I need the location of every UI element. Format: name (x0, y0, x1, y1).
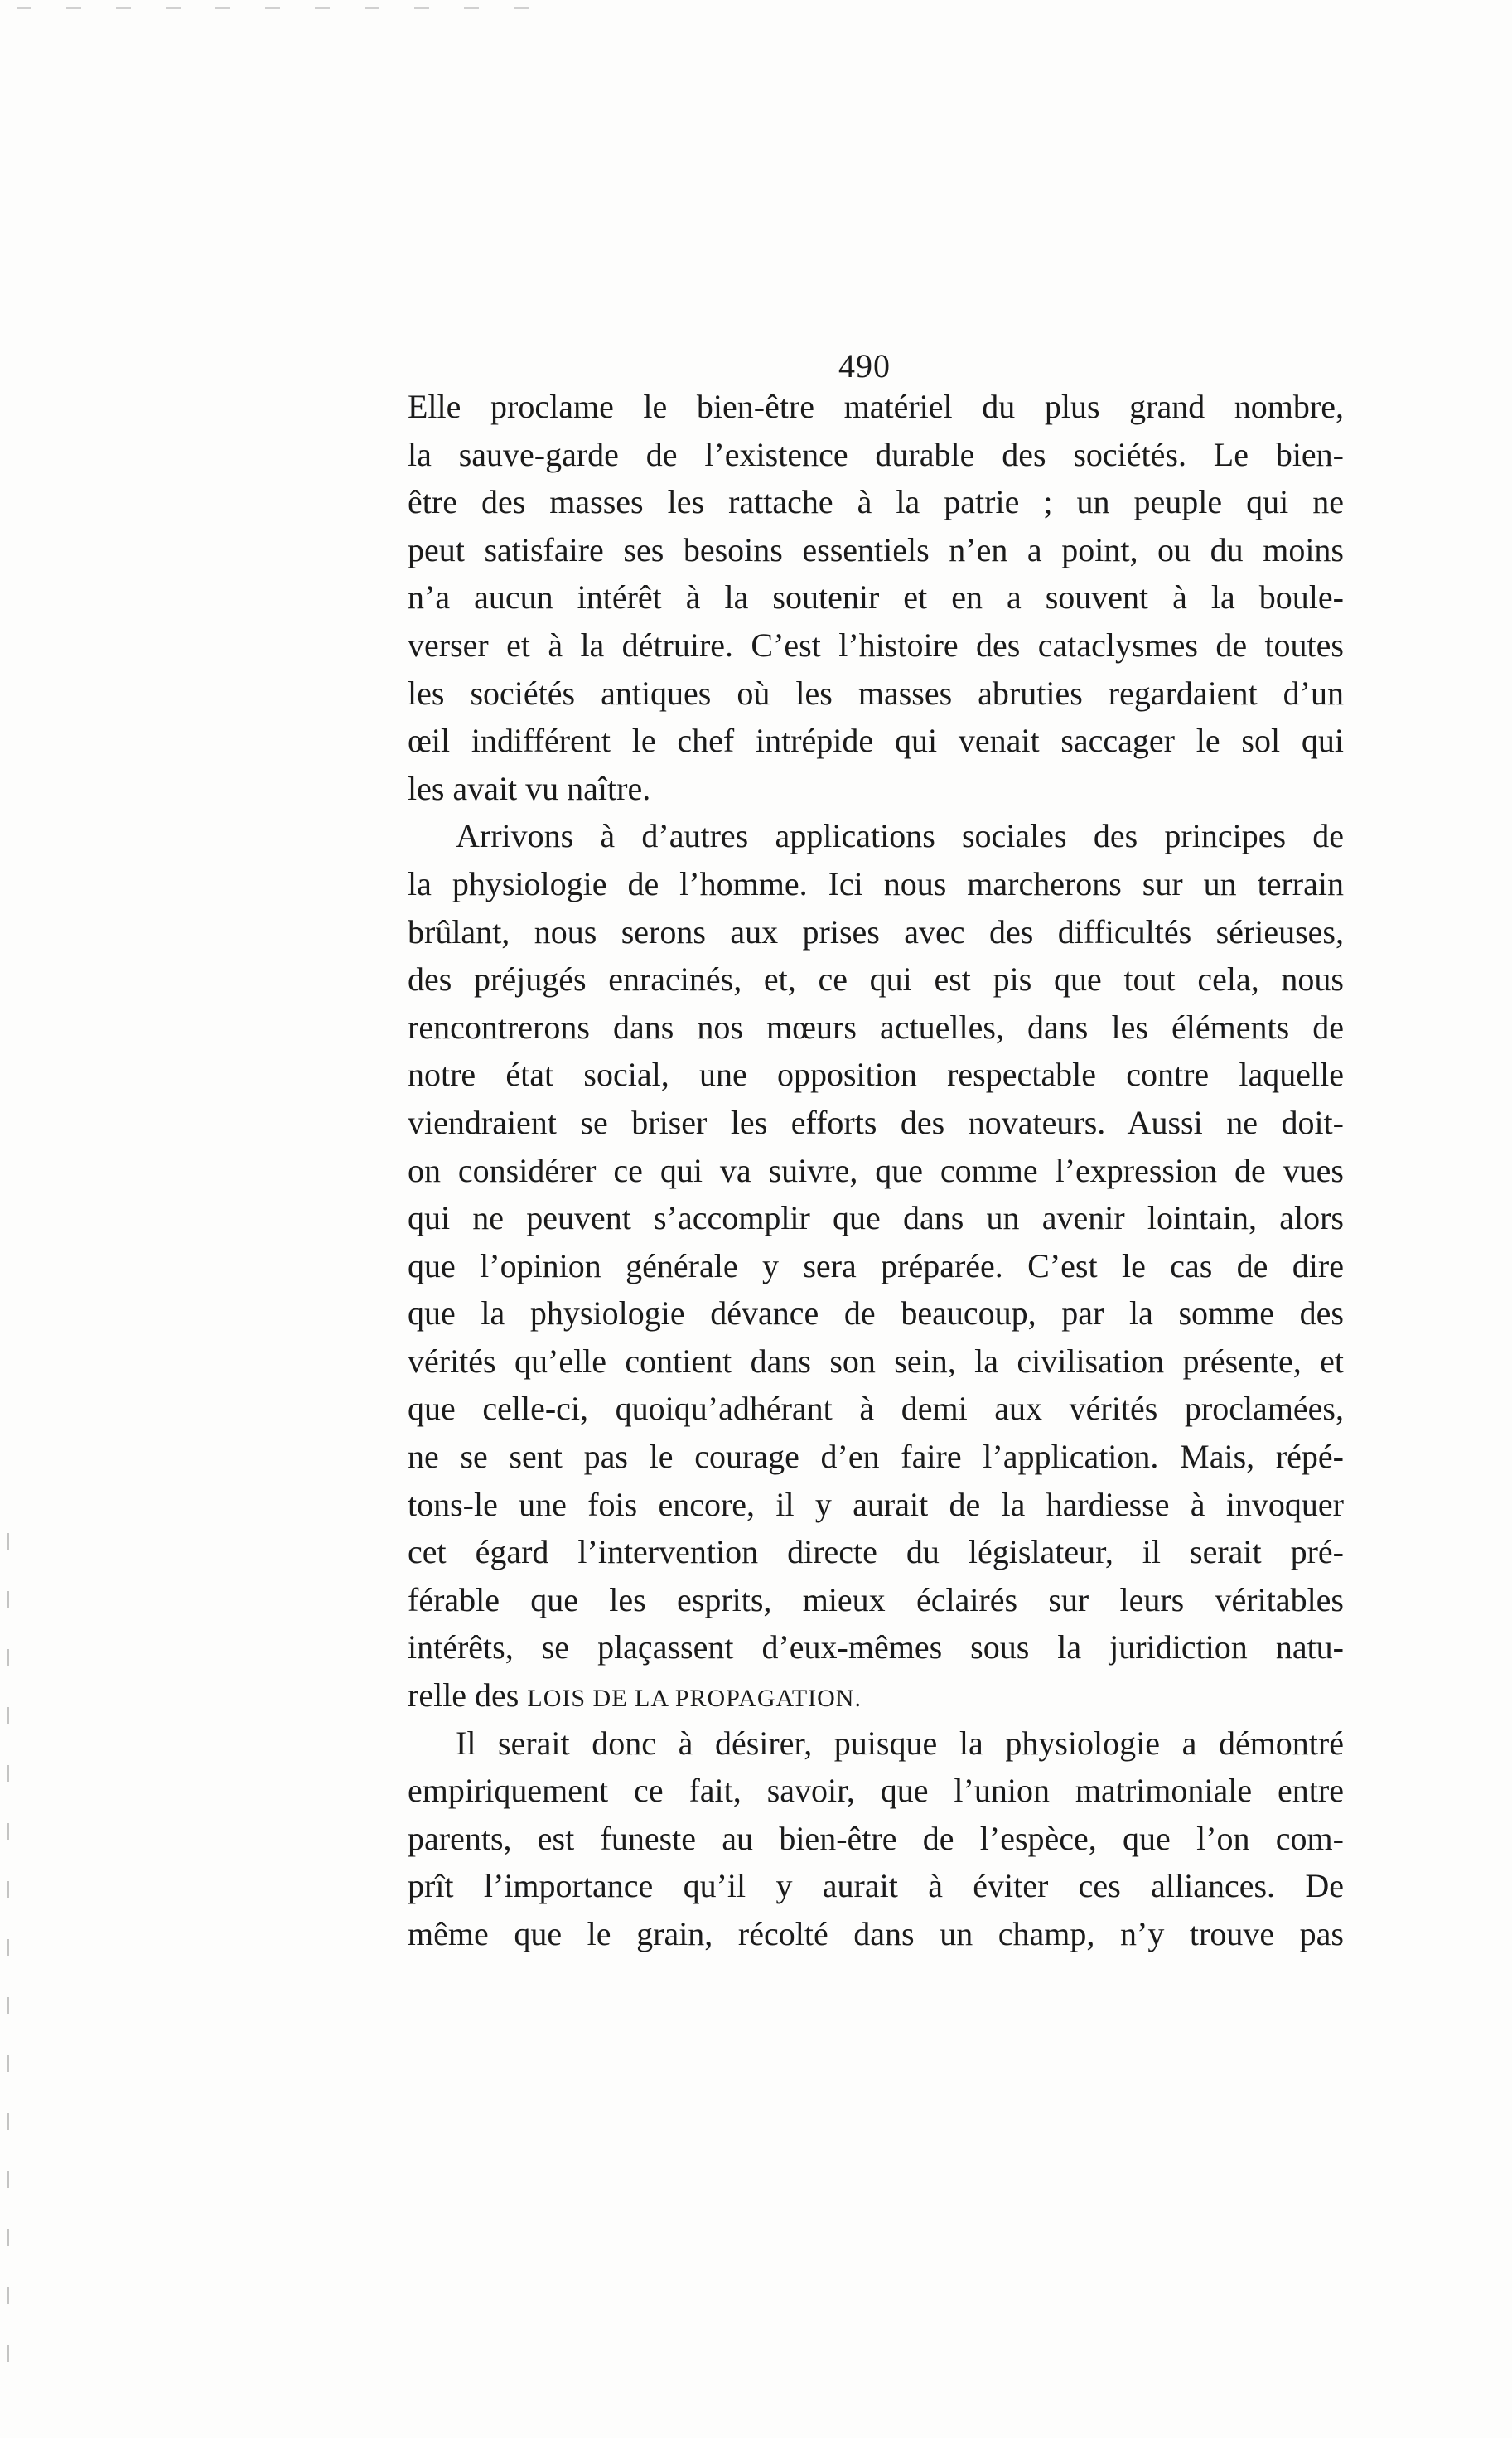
page-number: 490 (838, 347, 891, 385)
text-line: œil indifférent le chef intrépide qui venait saccager le sol qui (408, 722, 1344, 760)
text-fragment: relle des (408, 1676, 528, 1715)
text-line: qui ne peuvent s’accomplir que dans un avenir lointain, alors (408, 1199, 1344, 1237)
text-line: notre état social, une opposition respectable contre laquelle (408, 1056, 1344, 1094)
text-line: prît l’importance qu’il y aurait à éviter ces alliances. De (408, 1867, 1344, 1905)
text-line: empiriquement ce fait, savoir, que l’union matrimoniale entre (408, 1772, 1344, 1810)
text-line: viendraient se briser les efforts des novateurs. Aussi ne doit- (408, 1103, 1344, 1141)
text-line: ne se sent pas le courage d’en faire l’application. Mais, répé- (408, 1438, 1344, 1476)
text-line: des préjugés enracinés, et, ce qui est pis que tout cela, nous (408, 960, 1344, 999)
smallcaps-phrase: LOIS DE LA PROPAGATION. (527, 1685, 862, 1713)
text-line: la physiologie de l’homme. Ici nous marcherons sur un terrain (408, 864, 1344, 902)
text-line: tons-le une fois encore, il y aurait de la hardiesse à invoquer (408, 1485, 1344, 1523)
text-line-with-smallcaps (408, 1671, 1344, 1720)
text-line: la sauve-garde de l’existence durable des sociétés. Le bien- (408, 435, 1344, 473)
text-line: rencontrerons dans nos mœurs actuelles, dans les éléments de (408, 1008, 1344, 1046)
text-line: cet égard l’intervention directe du législateur, il serait pré- (408, 1533, 1344, 1571)
text-line: Arrivons à d’autres applications sociales des principes de (456, 817, 1344, 855)
text-line: même que le grain, récolté dans un champ, n’y trouve pas (408, 1915, 1344, 1952)
text-line: que la physiologie dévance de beaucoup, par la somme des (408, 1294, 1344, 1333)
text-line: être des masses les rattache à la patrie ; un peuple qui ne (408, 483, 1344, 521)
text-line: Elle proclame le bien-être matériel du plus grand nombre, (408, 388, 1344, 425)
margin-artifact (7, 1533, 9, 2362)
text-line: Il serait donc à désirer, puisque la physiologie a démontré (456, 1724, 1344, 1762)
body-text (408, 383, 1344, 1958)
text-line: peut satisfaire ses besoins essentiels n’en a point, ou du moins (408, 530, 1344, 568)
scan-artifact (17, 7, 530, 9)
text-line: verser et à la détruire. C’est l’histoire des cataclysmes de toutes (408, 626, 1344, 664)
text-line: que celle-ci, quoiqu’adhérant à demi aux vérités proclamées, (408, 1390, 1344, 1428)
text-line: brûlant, nous serons aux prises avec des difficultés sérieuses, (408, 912, 1344, 951)
text-line: les avait vu naître. (408, 769, 651, 807)
text-line: on considérer ce qui va suivre, que comme l’expression de vues (408, 1151, 1344, 1189)
text-line: férable que les esprits, mieux éclairés sur leurs véritables (408, 1580, 1344, 1618)
text-line: n’a aucun intérêt à la soutenir et en a souvent à la boule- (408, 578, 1344, 617)
text-line: intérêts, se plaçassent d’eux-mêmes sous la juridiction natu- (408, 1628, 1344, 1666)
text-line: parents, est funeste au bien-être de l’espèce, que l’on com- (408, 1819, 1344, 1857)
text-line: que l’opinion générale y sera préparée. C’est le cas de dire (408, 1246, 1344, 1284)
text-line: vérités qu’elle contient dans son sein, la civilisation présente, et (408, 1342, 1344, 1380)
text-line: les sociétés antiques où les masses abruties regardaient d’un (408, 674, 1344, 712)
